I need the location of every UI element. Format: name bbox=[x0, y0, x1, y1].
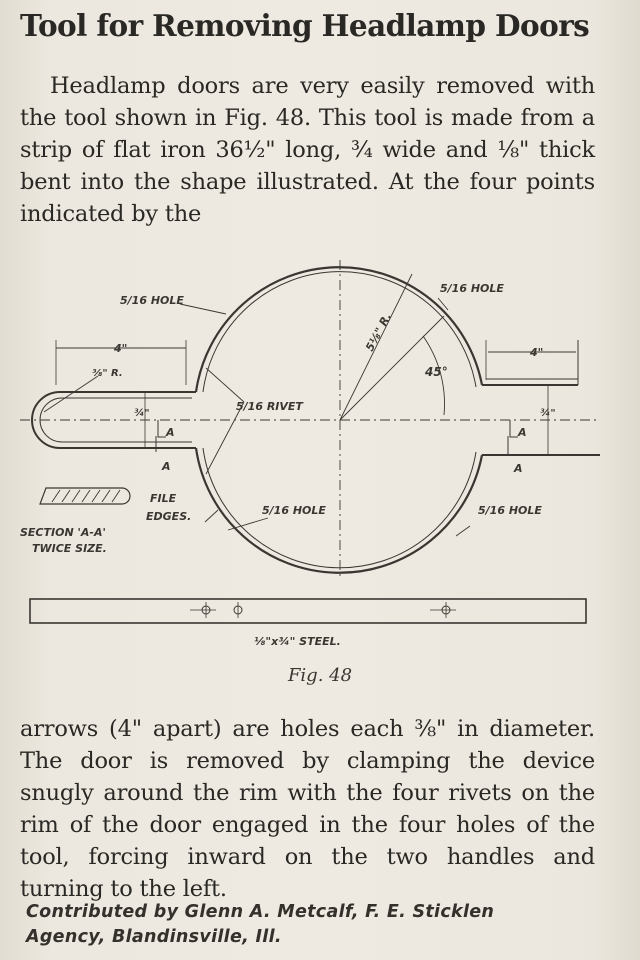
label-edges: EDGES. bbox=[146, 510, 192, 523]
contributor-credit bbox=[26, 900, 616, 950]
label-rivet: 5/16 RIVET bbox=[236, 400, 303, 413]
label-steel: ⅛"x¾" STEEL. bbox=[254, 635, 341, 648]
figure-48 bbox=[0, 240, 640, 710]
tool-drawing bbox=[0, 240, 640, 710]
article-paragraph-2: arrows (4" apart) are holes each ⅜" in diameter. The door is removed by clamping the device snugly around the rim with the four rivets on the rim of the door engaged in the four holes of the tool, forcing inward on the two handles and turning to the left. bbox=[20, 716, 595, 902]
label-twice-size: TWICE SIZE. bbox=[32, 542, 107, 555]
label-dim-half-left: ¾" bbox=[134, 408, 150, 419]
label-section-a-bottom-left: A bbox=[162, 460, 171, 473]
label-hole-bottom-right: 5/16 HOLE bbox=[478, 504, 542, 517]
label-hole-bottom-left: 5/16 HOLE bbox=[262, 504, 326, 517]
flat-steel-strip bbox=[30, 599, 586, 623]
label-dim-half-right: ¾" bbox=[540, 408, 556, 419]
article-title: Tool for Removing Headlamp Doors bbox=[20, 8, 590, 43]
figure-caption: Fig. 48 bbox=[287, 665, 353, 686]
label-section-a-bottom-right: A bbox=[514, 462, 523, 475]
label-small-radius: ⅜" R. bbox=[92, 368, 123, 379]
label-hole-top-left: 5/16 HOLE bbox=[120, 294, 184, 307]
label-hole-top-right: 5/16 HOLE bbox=[440, 282, 504, 295]
label-radius: 5⅛" R. bbox=[363, 310, 395, 354]
label-dim-left: 4" bbox=[114, 342, 128, 355]
label-section: SECTION 'A-A' bbox=[20, 526, 106, 539]
label-section-a-top-right: A bbox=[518, 426, 527, 439]
credit-line-2: Agency, Blandinsville, Ill. bbox=[26, 927, 282, 947]
label-file: FILE bbox=[150, 492, 177, 505]
label-angle: 45° bbox=[425, 365, 448, 379]
credit-line-1: Contributed by Glenn A. Metcalf, F. E. Sticklen bbox=[26, 902, 495, 922]
label-dim-right: 4" bbox=[530, 346, 544, 359]
article-paragraph-1: Headlamp doors are very easily removed with the tool shown in Fig. 48. This tool is made from a strip of flat iron 36½" long, ¾ wide and ⅛" thick bent into the shape illustrated. At the four points indicated by the bbox=[20, 73, 595, 227]
label-section-a-top-left: A bbox=[166, 426, 175, 439]
